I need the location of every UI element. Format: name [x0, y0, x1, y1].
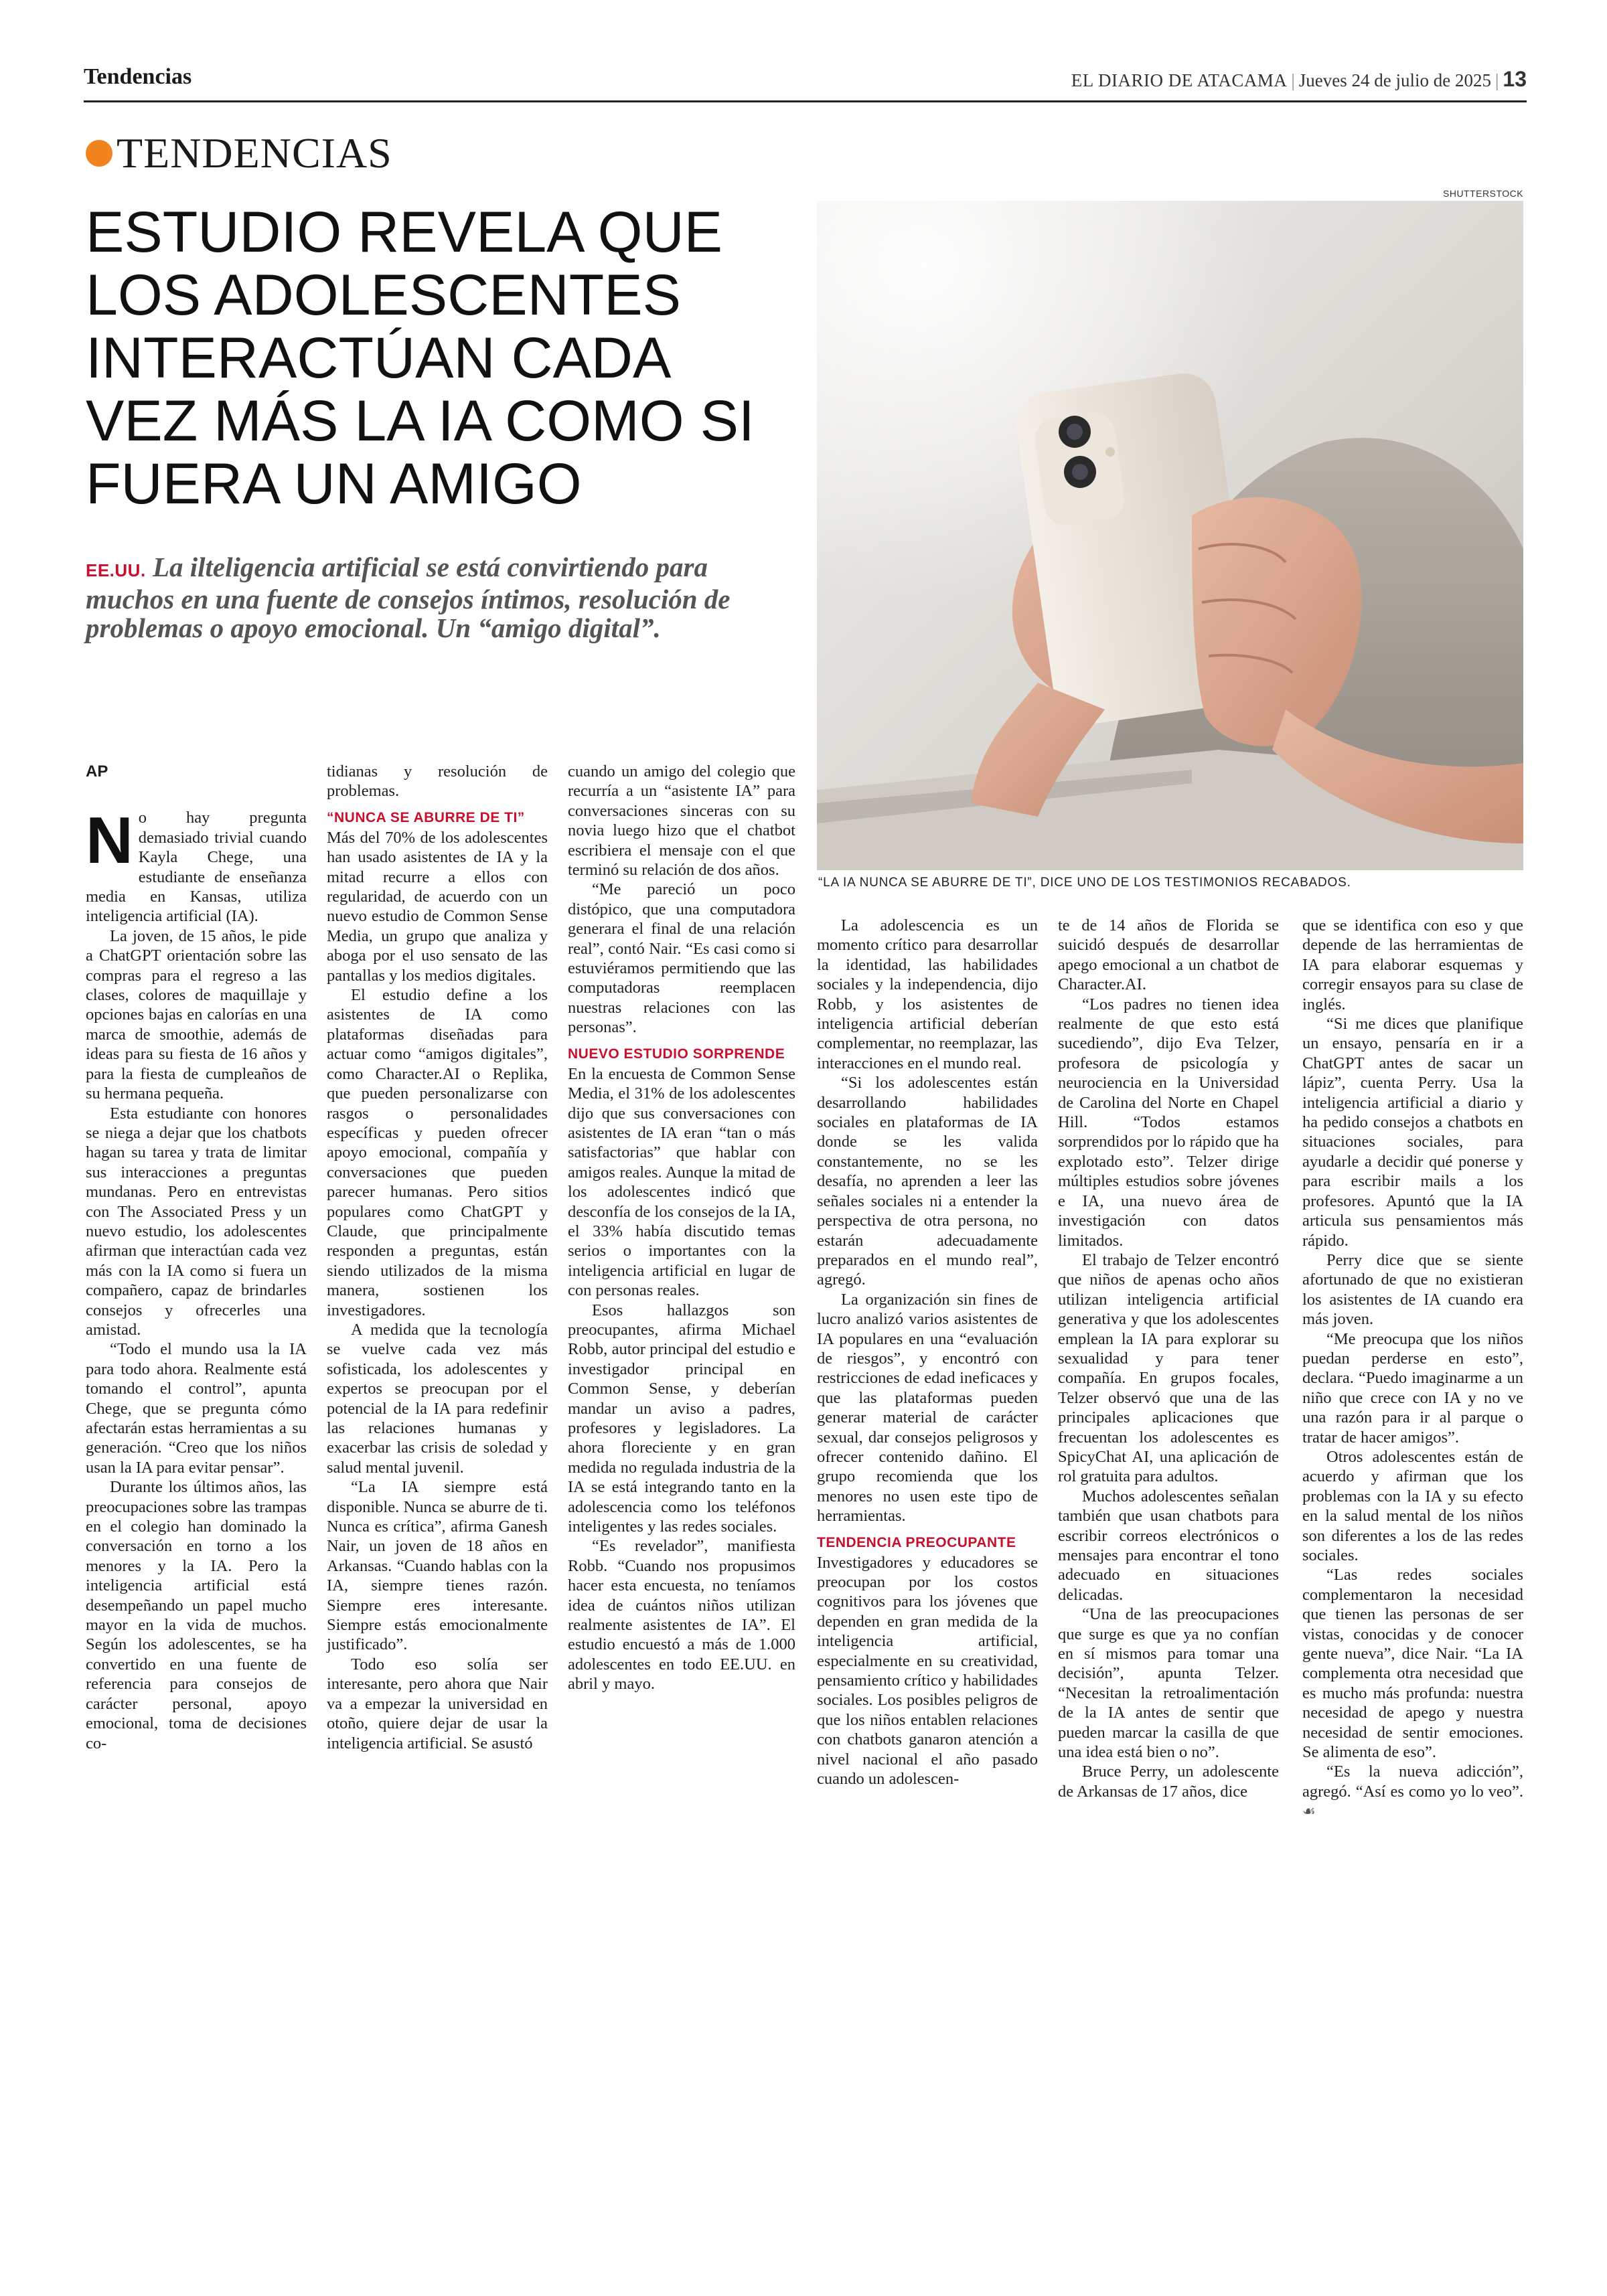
article-paragraph: Muchos adolescentes señalan también que usan chatbots para escribir correos electrónicos o mensajes para encontrar el tono adecuado en situaciones delicadas.: [1058, 1487, 1279, 1604]
article-paragraph: Todo eso solía ser interesante, pero ahora que Nair va a empezar la universidad en otoño, quiere dejar de usar la inteligencia artificial. Se asustó: [327, 1655, 548, 1752]
folio-separator: |: [1291, 70, 1295, 90]
subheading: TENDENCIA PREOCUPANTE: [817, 1534, 1016, 1550]
article-paragraph: “Todo el mundo usa la IA para todo ahora. Realmente está tomando el control”, apunta Chege, que se pregunta cómo afectarán estas herramientas a su generación. “Creo que los niños usan la IA para evitar pensar”.: [86, 1340, 307, 1477]
end-mark-icon: ☙: [1302, 1803, 1316, 1820]
article-column-6: [1302, 916, 1523, 1821]
article-paragraph: te de 14 años de Florida se suicidó después de desarrollar apego emocional a un chatbot de Character.AI.: [1058, 916, 1279, 994]
article-photo: [817, 201, 1523, 870]
subheading: NUEVO ESTUDIO SORPRENDE: [568, 1046, 785, 1062]
article-paragraph: Más del 70% de los adolescentes han usado asistentes de IA y la mitad recurre a ellos con regularidad, de acuerdo con un nuevo estudio de Common Sense Media, un grupo que analiza y aboga por el uso sensato de las pantallas y los medios digitales.: [327, 828, 548, 985]
article-paragraph: La organización sin fines de lucro analizó varios asistentes de IA populares en una “evaluación de riesgos”, y encontró con restricciones de edad ineficaces y que las plataformas pueden generar material de carácter sexual, dar consejos peligrosos y ofrecer contenido dañino. El grupo recomienda que los menores no usen este tipo de herramientas.: [817, 1290, 1038, 1526]
article-column-3: [568, 762, 795, 1694]
article-column-4: [817, 916, 1038, 1789]
article-paragraph: El trabajo de Telzer encontró que niños de apenas ocho años utilizan inteligencia artificial generativa y que los adolescentes emplean la IA para explorar su sexualidad y para tener compañía. En grupos focales, Telzer observó que una de las principales aplicaciones que frecuentan los adolescentes es SpicyChat AI, una aplicación de rol gratuita para adultos.: [1058, 1250, 1279, 1486]
page-header: [84, 62, 1527, 102]
folio-separator: |: [1495, 70, 1499, 90]
issue-date: Jueves 24 de julio de 2025: [1298, 70, 1491, 90]
article-paragraph: “Los padres no tienen idea realmente de que esto está sucediendo”, dijo Eva Telzer, profesora de psicología y neurociencia en la Universidad de Carolina del Norte en Chapel Hill. “Todos estamos sorprendidos por lo rápido que ha explotado esto”. Telzer dirige múltiples estudios sobre jóvenes e IA, una nuevo área de investigación con datos limitados.: [1058, 995, 1279, 1250]
article-paragraph: Investigadores y educadores se preocupan por los costos cognitivos para los jóvenes que dependen en gran medida de la inteligencia artificial, especialmente en su creatividad, pensamiento crítico y habilidades sociales. Los posibles peligros de que los niños entablen relaciones con chatbots ganaron atención a nivel nacional el año pasado cuando un adolescen-: [817, 1553, 1038, 1789]
newspaper-name: EL DIARIO DE ATACAMA: [1071, 70, 1288, 90]
article-paragraph: En la encuesta de Common Sense Media, el 31% de los adolescentes dijo que sus conversaciones con asistentes de IA eran “tan o más satisfactorias” que hablar con amigos reales. Aunque la mitad de los adolescentes indicó que desconfía de los consejos de la IA, el 33% había discutido temas serios o importantes con la inteligencia artificial en lugar de con personas reales.: [568, 1064, 795, 1300]
article-paragraph: “Si me dices que planifique un ensayo, pensaría en ir a ChatGPT antes de sacar un lápiz”, cuenta Perry. Usa la inteligencia artificial a diario y ha pedido consejos a chatbots en situaciones sociales, para ayudarle a decidir qué ponerse y para escribir mails a los profesores. Apuntó que la IA articula sus pensamientos más rápido.: [1302, 1015, 1523, 1250]
article-paragraph: “Las redes sociales complementaron la necesidad que tienen las personas de ser vistas, conocidas y de conocer gente nueva”, dice Nair. “La IA complementa otra necesidad que es mucho más profunda: nuestra necesidad de apego y nuestra necesidad de sentir emociones. Se alimenta de eso”.: [1302, 1566, 1523, 1762]
article-paragraph: A medida que la tecnología se vuelve cada vez más sofisticada, los adolescentes y expertos se preocupan por el potencial de la IA para redefinir las relaciones humanas y exacerbar las crisis de soledad y salud mental juvenil.: [327, 1320, 548, 1477]
article-paragraph: “Es revelador”, manifiesta Robb. “Cuando nos propusimos hacer esta encuesta, no teníamos idea de cuántos niños utilizan realmente asistentes de IA”. El estudio encuestó a más de 1.000 adolescentes en todo EE.UU. en abril y mayo.: [568, 1537, 795, 1694]
article-paragraph: tidianas y resolución de problemas.: [327, 762, 548, 801]
article-paragraph: Esta estudiante con honores se niega a dejar que los chatbots hagan su tarea y trata de limitar sus interacciones a preguntas mundanas. Pero en entrevistas con The Associated Press y un nuevo estudio, los adolescentes afirman que interactúan cada vez más con la IA como si fuera un compañero, capaz de brindarles consejos y ofrecerles una amistad.: [86, 1104, 307, 1339]
article-column-5: [1058, 916, 1279, 1801]
article-paragraph: cuando un amigo del colegio que recurría a un “asistente IA” para conversaciones sinceras con su novia luego hizo que el chatbot escribiera el mensaje con el que terminó su relación de dos años.: [568, 762, 795, 880]
article-column-2: [327, 762, 548, 1753]
subheading: “NUNCA SE ABURRE DE TI”: [327, 809, 525, 825]
photo-credit: SHUTTERSTOCK: [1443, 188, 1524, 199]
paragraph-text: “Es la nueva adicción”, agregó. “Así es como yo lo veo”.: [1302, 1762, 1523, 1801]
paragraph-text: o hay pregunta demasiado trivial cuando Kayla Chege, una estudiante de enseñanza media en Kansas, utiliza inteligencia artificial (IA).: [86, 809, 307, 926]
article-paragraph: “Me preocupa que los niños puedan perderse en esto”, declara. “Puedo imaginarme a un niño que crece con IA y no ve una razón para ir al parque o tratar de hacer amigos”.: [1302, 1329, 1523, 1447]
article-paragraph: que se identifica con eso y que depende de las herramientas de IA para elaborar esquemas y corregir ensayos para su clase de inglés.: [1302, 916, 1523, 1013]
drop-cap: N: [86, 803, 133, 878]
article-paragraph: Otros adolescentes están de acuerdo y afirman que los problemas con la IA y su efecto en la salud mental de los niños son diferentes a los de las redes sociales.: [1302, 1447, 1523, 1564]
section-name: Tendencias: [84, 64, 192, 89]
article-paragraph: El estudio define a los asistentes de IA como plataformas diseñadas para actuar como “amigos digitales”, como Character.AI o Replika, que pueden personalizarse con rasgos o personalidades específicas y pueden ofrecer apoyo emocional, compañía y conversaciones que pueden parecer humanas. Pero sitios populares como ChatGPT y Claude, que principalmente responden a preguntas, están siendo utilizados de la misma manera, sostienen los investigadores.: [327, 986, 548, 1319]
photo-caption: “LA IA NUNCA SE ABURRE DE TI”, DICE UNO DE LOS TESTIMONIOS RECABADOS.: [818, 876, 1351, 890]
deck: [86, 553, 762, 643]
kicker-dot-icon: [86, 140, 112, 167]
article-paragraph: “Me pareció un poco distópico, que una computadora generara el final de una relación real”, contó Nair. “Es casi como si estuviéramos permitiendo que las computadoras reemplacen nuestras relaciones con las personas”.: [568, 880, 795, 1037]
folio: [1071, 67, 1527, 92]
section-kicker: [86, 129, 392, 178]
article-paragraph: Durante los últimos años, las preocupaciones sobre las trampas en el colegio han dominado la conversación en torno a los menores y la IA. Pero la inteligencia artificial está desempeñando un papel mucho mayor en la vida de muchos. Según los adolescentes, se ha convertido en una fuente de referencia para consejos de carácter personal, apoyo emocional, toma de decisiones co-: [86, 1478, 307, 1752]
kicker-label: TENDENCIAS: [117, 129, 392, 177]
article-paragraph: [1302, 1762, 1523, 1821]
page-number: 13: [1503, 67, 1527, 91]
headline: ESTUDIO REVELA QUE LOS ADOLESCENTES INTERACTÚAN CADA VEZ MÁS LA IA COMO SI FUERA UN AMIGO: [86, 200, 755, 516]
article-paragraph: La adolescencia es un momento crítico para desarrollar la identidad, las habilidades sociales y la independencia, dijo Robb, y los asistentes de inteligencia artificial deberían complementar, no reemplazar, las interacciones en el mundo real.: [817, 916, 1038, 1072]
deck-place: EE.UU.: [86, 560, 146, 580]
article-paragraph: “La IA siempre está disponible. Nunca se aburre de ti. Nunca es crítica”, afirma Ganesh Nair, un joven de 18 años en Arkansas. “Cuando hablas con la IA, siempre tienes razón. Siempre eres interesante. Siempre estás emocionalmente justificado”.: [327, 1478, 548, 1654]
article-paragraph: La joven, de 15 años, le pide a ChatGPT orientación sobre las compras para el regreso a las clases, colores de maquillaje y opciones bajas en calorías en una marca de smoothie, además de ideas para su fiesta de 16 años y para la fiesta de cumpleaños de su hermana pequeña.: [86, 926, 307, 1103]
article-paragraph: [86, 803, 307, 926]
deck-text: La ilteligencia artificial se está convirtiendo para muchos en una fuente de consejos íntimos, resolución de problemas o apoyo emocional. Un “amigo digital”.: [86, 552, 731, 643]
article-paragraph: “Una de las preocupaciones que surge es que ya no confían en sí mismos para tomar una decisión”, apunta Telzer. “Necesitan la retroalimentación de la IA antes de sentir que pueden marcar la casilla de que una idea está bien o no”.: [1058, 1605, 1279, 1762]
byline: AP: [86, 762, 108, 781]
phone-hands-illustration: [817, 201, 1523, 870]
article-paragraph: Bruce Perry, un adolescente de Arkansas de 17 años, dice: [1058, 1762, 1279, 1801]
article-paragraph: “Si los adolescentes están desarrollando habilidades sociales en plataformas de IA donde se les valida constantemente, no se les desafía, no aprenden a leer las señales sociales ni a entender la perspectiva de otra persona, no estarán adecuadamente preparados en el mundo real”, agregó.: [817, 1074, 1038, 1289]
article-paragraph: Perry dice que se siente afortunado de que no existieran los asistentes de IA cuando era más joven.: [1302, 1250, 1523, 1329]
article-paragraph: Esos hallazgos son preocupantes, afirma Michael Robb, autor principal del estudio e investigador principal en Common Sense, y deberían mandar un aviso a padres, profesores y legisladores. La ahora floreciente y en gran medida no regulada industria de la IA se está integrando tanto en la adolescencia como los teléfonos inteligentes y las redes sociales.: [568, 1301, 795, 1536]
article-column-1: [86, 762, 307, 1753]
